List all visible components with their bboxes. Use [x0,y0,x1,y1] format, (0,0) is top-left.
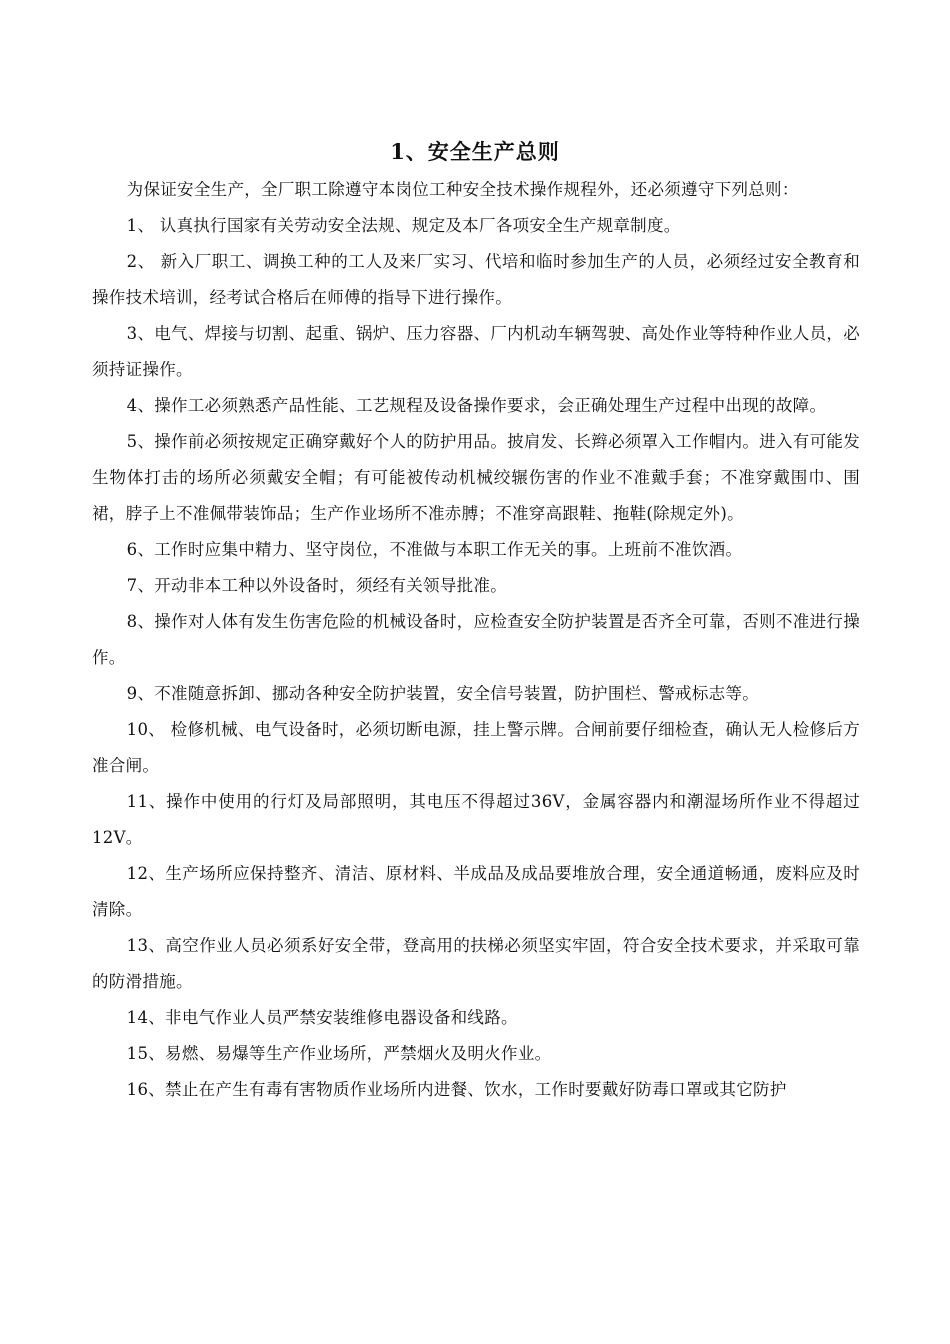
paragraph-intro: 为保证安全生产，全厂职工除遵守本岗位工种安全技术操作规程外，还必须遵守下列总则： [126,180,799,199]
paragraph-rule-11: 11、操作中使用的行灯及局部照明，其电压不得超过36V，金属容器内和潮湿场所作业不得超过12V。 [92,792,860,847]
document-title: 1、安全生产总则 [390,139,560,164]
paragraph-rule-14: 14、非电气作业人员严禁安装维修电器设备和线路。 [126,1008,518,1027]
paragraph-rule-4: 4、操作工必须熟悉产品性能、工艺规程及设备操作要求，会正确处理生产过程中出现的故障。 [126,396,827,415]
paragraph-rule-16: 16、禁止在产生有毒有害物质作业场所内进餐、饮水，工作时要戴好防毒口罩或其它防护 [126,1080,787,1099]
paragraph-rule-3: 3、电气、焊接与切割、起重、锅炉、压力容器、厂内机动车辆驾驶、高处作业等特种作业人员，必须持证操作。 [92,324,860,379]
paragraph-rule-10: 10、 检修机械、电气设备时，必须切断电源，挂上警示牌。合闸前要仔细检查，确认无人检修后方准合闸。 [92,720,860,775]
paragraph-rule-13: 13、高空作业人员必须系好安全带，登高用的扶梯必须坚实牢固，符合安全技术要求，并采取可靠的防滑措施。 [92,936,860,991]
paragraph-rule-7: 7、开动非本工种以外设备时，须经有关领导批准。 [126,576,508,595]
paragraph-rule-12: 12、生产场所应保持整齐、清洁、原材料、半成品及成品要堆放合理，安全通道畅通，废料应及时清除。 [92,864,860,919]
paragraph-rule-5: 5、操作前必须按规定正确穿戴好个人的防护用品。披肩发、长辫必须罩入工作帽内。进入有可能发生物体打击的场所必须戴安全帽；有可能被传动机械绞辗伤害的作业不准戴手套；不准穿戴围巾、围裙，脖子上不准佩带装饰品；生产作业场所不准赤膊；不准穿高跟鞋、拖鞋(除规定外)。 [92,432,860,523]
paragraph-rule-9: 9、不准随意拆卸、挪动各种安全防护装置，安全信号装置，防护围栏、警戒标志等。 [126,684,760,703]
paragraph-rule-15: 15、易燃、易爆等生产作业场所，严禁烟火及明火作业。 [126,1044,552,1063]
paragraph-rule-8: 8、操作对人体有发生伤害危险的机械设备时，应检查安全防护装置是否齐全可靠，否则不准进行操作。 [92,612,860,667]
paragraph-rule-6: 6、工作时应集中精力、坚守岗位，不准做与本职工作无关的事。上班前不准饮酒。 [126,540,743,559]
paragraph-rule-2: 2、 新入厂职工、调换工种的工人及来厂实习、代培和临时参加生产的人员，必须经过安全教育和操作技术培训，经考试合格后在师傅的指导下进行操作。 [92,252,860,307]
paragraph-rule-1: 1、 认真执行国家有关劳动安全法规、规定及本厂各项安全生产规章制度。 [126,216,681,235]
document-body [92,172,860,1108]
